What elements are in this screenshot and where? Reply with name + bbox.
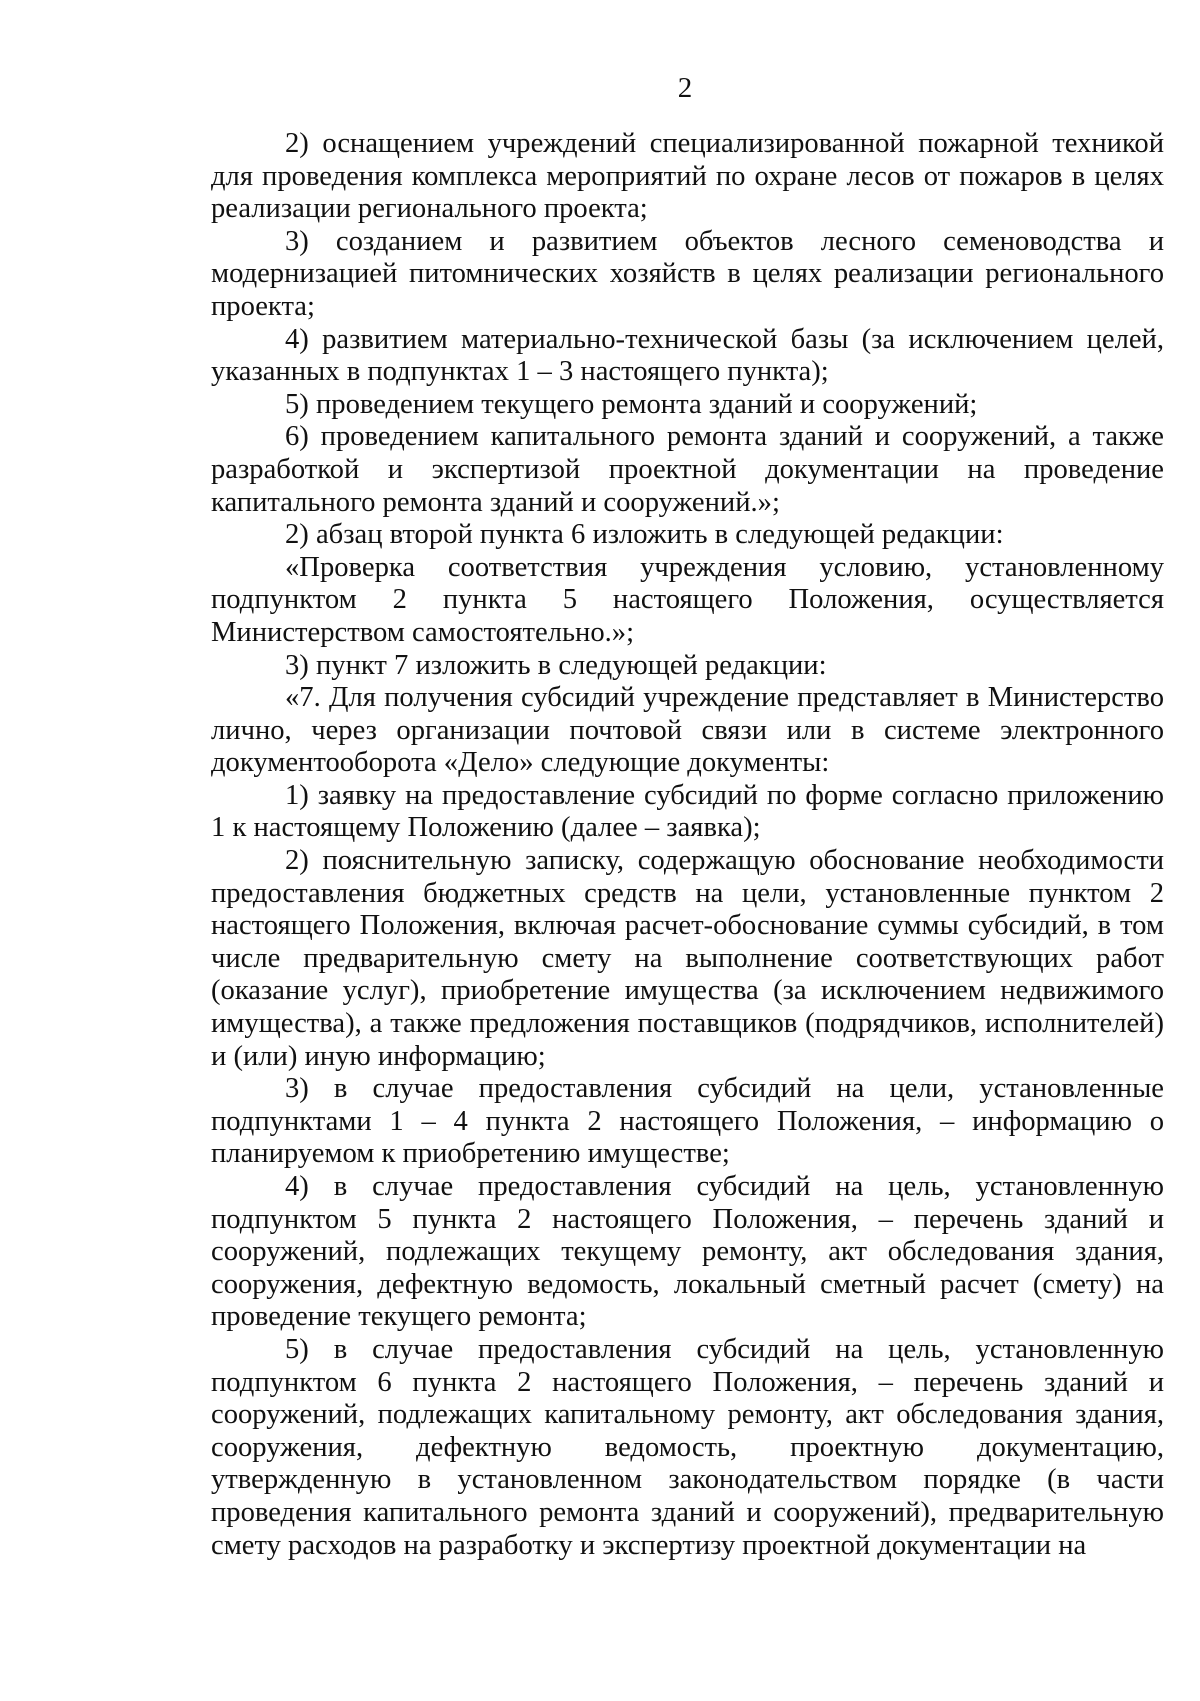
document-body [211, 128, 1164, 1562]
paragraph-document-1-application: 1) заявку на предоставление субсидий по форме согласно приложению 1 к настоящему Положению (далее – заявка); [211, 779, 1164, 844]
paragraph-subitem-6-capital-repair: 6) проведением капитального ремонта зданий и сооружений, а также разработкой и экспертизой проектной документации на проведение капитального ремонта зданий и сооружений.»; [211, 421, 1164, 518]
paragraph-document-2-explanatory-note: 2) пояснительную записку, содержащую обоснование необходимости предоставления бюджетных средств на цели, установленные пунктом 2 настоящего Положения, включая расчет-обоснование суммы субсидий, в том числе предварительную смету на выполнение соответствующих работ (оказание услуг), приобретение имущества (за исключением недвижимого имущества), а также предложения поставщиков (подрядчиков, исполнителей) и (или) иную информацию; [211, 845, 1164, 1072]
paragraph-subitem-3-seed-production: 3) созданием и развитием объектов лесного семеноводства и модернизацией питомнических хозяйств в целях реализации регионального проекта; [211, 225, 1164, 322]
paragraph-point-7-intro: «7. Для получения субсидий учреждение представляет в Министерство лично, через организации почтовой связи или в системе электронного документооборота «Дело» следующие документы: [211, 682, 1164, 779]
page-number: 2 [677, 72, 693, 104]
paragraph-document-5-capital-repair: 5) в случае предоставления субсидий на цель, установленную подпунктом 6 пункта 2 настоящего Положения, – перечень зданий и сооружений, подлежащих капитальному ремонту, акт обследования здания, сооружения, дефектную ведомость, проектную документацию, утвержденную в установленном законодательством порядке (в части проведения капитального ремонта зданий и сооружений), предварительную смету расходов на разработку и экспертизу проектной документации на [211, 1333, 1164, 1561]
paragraph-verification-quote: «Проверка соответствия учреждения условию, установленному подпунктом 2 пункта 5 настоящего Положения, осуществляется Министерством самостоятельно.»; [211, 551, 1164, 648]
paragraph-subitem-2-fire-equipment: 2) оснащением учреждений специализированной пожарной техникой для проведения комплекса мероприятий по охране лесов от пожаров в целях реализации регионального проекта; [211, 128, 1164, 225]
paragraph-amendment-3: 3) пункт 7 изложить в следующей редакции: [285, 649, 827, 681]
paragraph-amendment-2: 2) абзац второй пункта 6 изложить в следующей редакции: [285, 519, 1004, 551]
paragraph-subitem-4-material-base: 4) развитием материально-технической базы (за исключением целей, указанных в подпунктах 1 – 3 настоящего пункта); [211, 323, 1164, 388]
paragraph-document-3-property-info: 3) в случае предоставления субсидий на цели, установленные подпунктами 1 – 4 пункта 2 настоящего Положения, – информацию о планируемом к приобретению имуществе; [211, 1073, 1164, 1170]
paragraph-subitem-5-current-repair: 5) проведением текущего ремонта зданий и сооружений; [285, 388, 978, 420]
paragraph-document-4-current-repair: 4) в случае предоставления субсидий на цель, установленную подпунктом 5 пункта 2 настоящего Положения, – перечень зданий и сооружений, подлежащих текущему ремонту, акт обследования здания, сооружения, дефектную ведомость, локальный сметный расчет (смету) на проведение текущего ремонта; [211, 1171, 1164, 1333]
